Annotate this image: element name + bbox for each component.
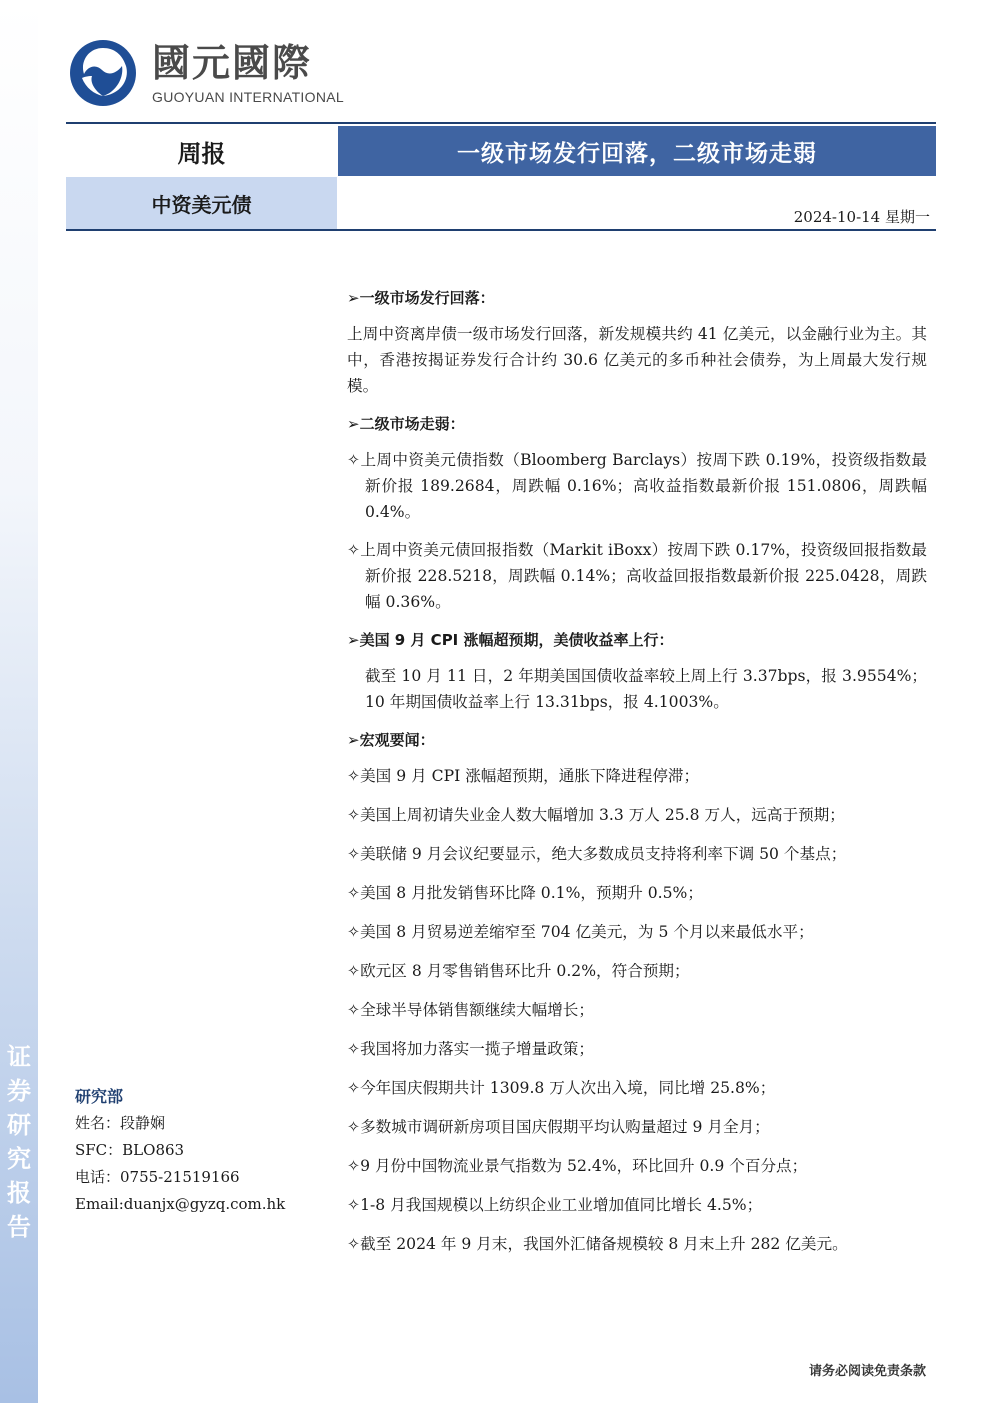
secondary-bullet: ✧上周中资美元债回报指数（Markit iBoxx）按周下跌 0.17%，投资级回报指数最新价报 228.5218，周跌幅 0.14%；高收益回报指数最新价报 225.0428，周跌幅 0.36%。 (347, 541, 927, 611)
macro-news-item: ✧截至 2024 年 9 月末，我国外汇储备规模较 8 月末上升 282 亿美元。 (347, 1235, 848, 1253)
diamond-icon: ✧ (347, 962, 361, 980)
macro-news-item: ✧美国上周初请失业金人数大幅增加 3.3 万人 25.8 万人，远高于预期； (347, 806, 845, 824)
report-title: 一级市场发行回落，二级市场走弱 (338, 126, 936, 176)
report-category: 中资美元债 (66, 177, 337, 229)
macro-news-list (347, 763, 927, 1257)
side-label-char: 证 (7, 1043, 31, 1071)
diamond-icon: ✧ (347, 1196, 361, 1214)
side-label-char: 告 (7, 1213, 31, 1241)
macro-news-item: ✧9 月份中国物流业景气指数为 52.4%，环比回升 0.9 个百分点； (347, 1157, 808, 1175)
side-label-char: 研 (7, 1111, 31, 1139)
side-label-char: 究 (7, 1145, 31, 1173)
diamond-icon: ✧ (347, 1001, 361, 1019)
header-bottom-rule (66, 229, 936, 231)
macro-news-item: ✧我国将加力落实一揽子增量政策； (347, 1040, 594, 1058)
report-type: 周报 (177, 139, 226, 168)
section-heading-secondary: ➢二级市场走弱： (347, 415, 465, 433)
primary-market-text: 上周中资离岸债一级市场发行回落，新发规模共约 41 亿美元，以金融行业为主。其中，香港按揭证券发行合计约 30.6 亿美元的多币种社会债券，为上周最大发行规模。 (347, 325, 927, 395)
side-label (4, 1040, 34, 1244)
diamond-icon: ✧ (347, 923, 361, 941)
guoyuan-logo-icon (68, 38, 138, 108)
section-heading-primary: ➢一级市场发行回落： (347, 289, 495, 307)
analyst-dept: 研究部 (75, 1087, 124, 1106)
analyst-sfc: SFC：BLO863 (75, 1141, 185, 1159)
diamond-icon: ✧ (347, 1079, 361, 1097)
diamond-icon: ✧ (347, 1235, 361, 1253)
macro-news-item: ✧今年国庆假期共计 1309.8 万人次出入境，同比增 25.8%； (347, 1079, 776, 1097)
analyst-name: 姓名：段静娴 (75, 1114, 166, 1132)
diamond-icon: ✧ (347, 1118, 361, 1136)
macro-news-item: ✧全球半导体销售额继续大幅增长； (347, 1001, 594, 1019)
section-heading-treasury: ➢美国 9 月 CPI 涨幅超预期，美债收益率上行： (347, 631, 674, 649)
arrow-icon: ➢ (347, 731, 360, 749)
analyst-info (75, 1083, 285, 1218)
side-label-char: 报 (7, 1179, 31, 1207)
analyst-phone: 电话：0755-21519166 (75, 1168, 240, 1186)
macro-news-item: ✧1-8 月我国规模以上纺织企业工业增加值同比增长 4.5%； (347, 1196, 763, 1214)
brand-name-en: GUOYUAN INTERNATIONAL (152, 89, 344, 105)
macro-news-item: ✧美国 9 月 CPI 涨幅超预期，通胀下降进程停滞； (347, 767, 700, 785)
diamond-icon: ✧ (347, 884, 361, 902)
section-heading-macro: ➢宏观要闻： (347, 731, 435, 749)
brand-name-cn: 國元國際 (152, 41, 313, 85)
macro-news-item: ✧多数城市调研新房项目国庆假期平均认购量超过 9 月全月； (347, 1118, 770, 1136)
diamond-icon: ✧ (347, 767, 361, 785)
arrow-icon: ➢ (347, 631, 360, 649)
diamond-icon: ✧ (347, 1157, 361, 1175)
macro-news-item: ✧欧元区 8 月零售销售环比升 0.2%，符合预期； (347, 962, 690, 980)
treasury-text: 截至 10 月 11 日，2 年期美国国债收益率较上周上行 3.37bps，报 3.9554%；10 年期国债收益率上行 13.31bps，报 4.1003%。 (365, 667, 927, 711)
diamond-icon: ✧ (347, 845, 361, 863)
arrow-icon: ➢ (347, 415, 360, 433)
report-body (347, 285, 927, 1270)
header-top-rule (66, 122, 936, 124)
macro-news-item: ✧美国 8 月批发销售环比降 0.1%，预期升 0.5%； (347, 884, 703, 902)
analyst-email: Email:duanjx@gyzq.com.hk (75, 1195, 286, 1213)
diamond-icon: ✧ (347, 541, 361, 559)
macro-news-item: ✧美国 8 月贸易逆差缩窄至 704 亿美元，为 5 个月以来最低水平； (347, 923, 814, 941)
diamond-icon: ✧ (347, 806, 361, 824)
side-label-char: 券 (7, 1077, 31, 1105)
report-date: 2024-10-14 星期一 (793, 208, 930, 226)
diamond-icon: ✧ (347, 1040, 361, 1058)
macro-news-item: ✧美联储 9 月会议纪要显示，绝大多数成员支持将利率下调 50 个基点； (347, 845, 847, 863)
secondary-bullet: ✧上周中资美元债指数（Bloomberg Barclays）按周下跌 0.19%，投资级指数最新价报 189.2684，周跌幅 0.16%；高收益指数最新价报 151.0806，周跌幅 0.4%。 (347, 451, 927, 521)
arrow-icon: ➢ (347, 289, 360, 307)
disclaimer-notice: 请务必阅读免责条款 (808, 1364, 926, 1379)
diamond-icon: ✧ (347, 451, 361, 469)
